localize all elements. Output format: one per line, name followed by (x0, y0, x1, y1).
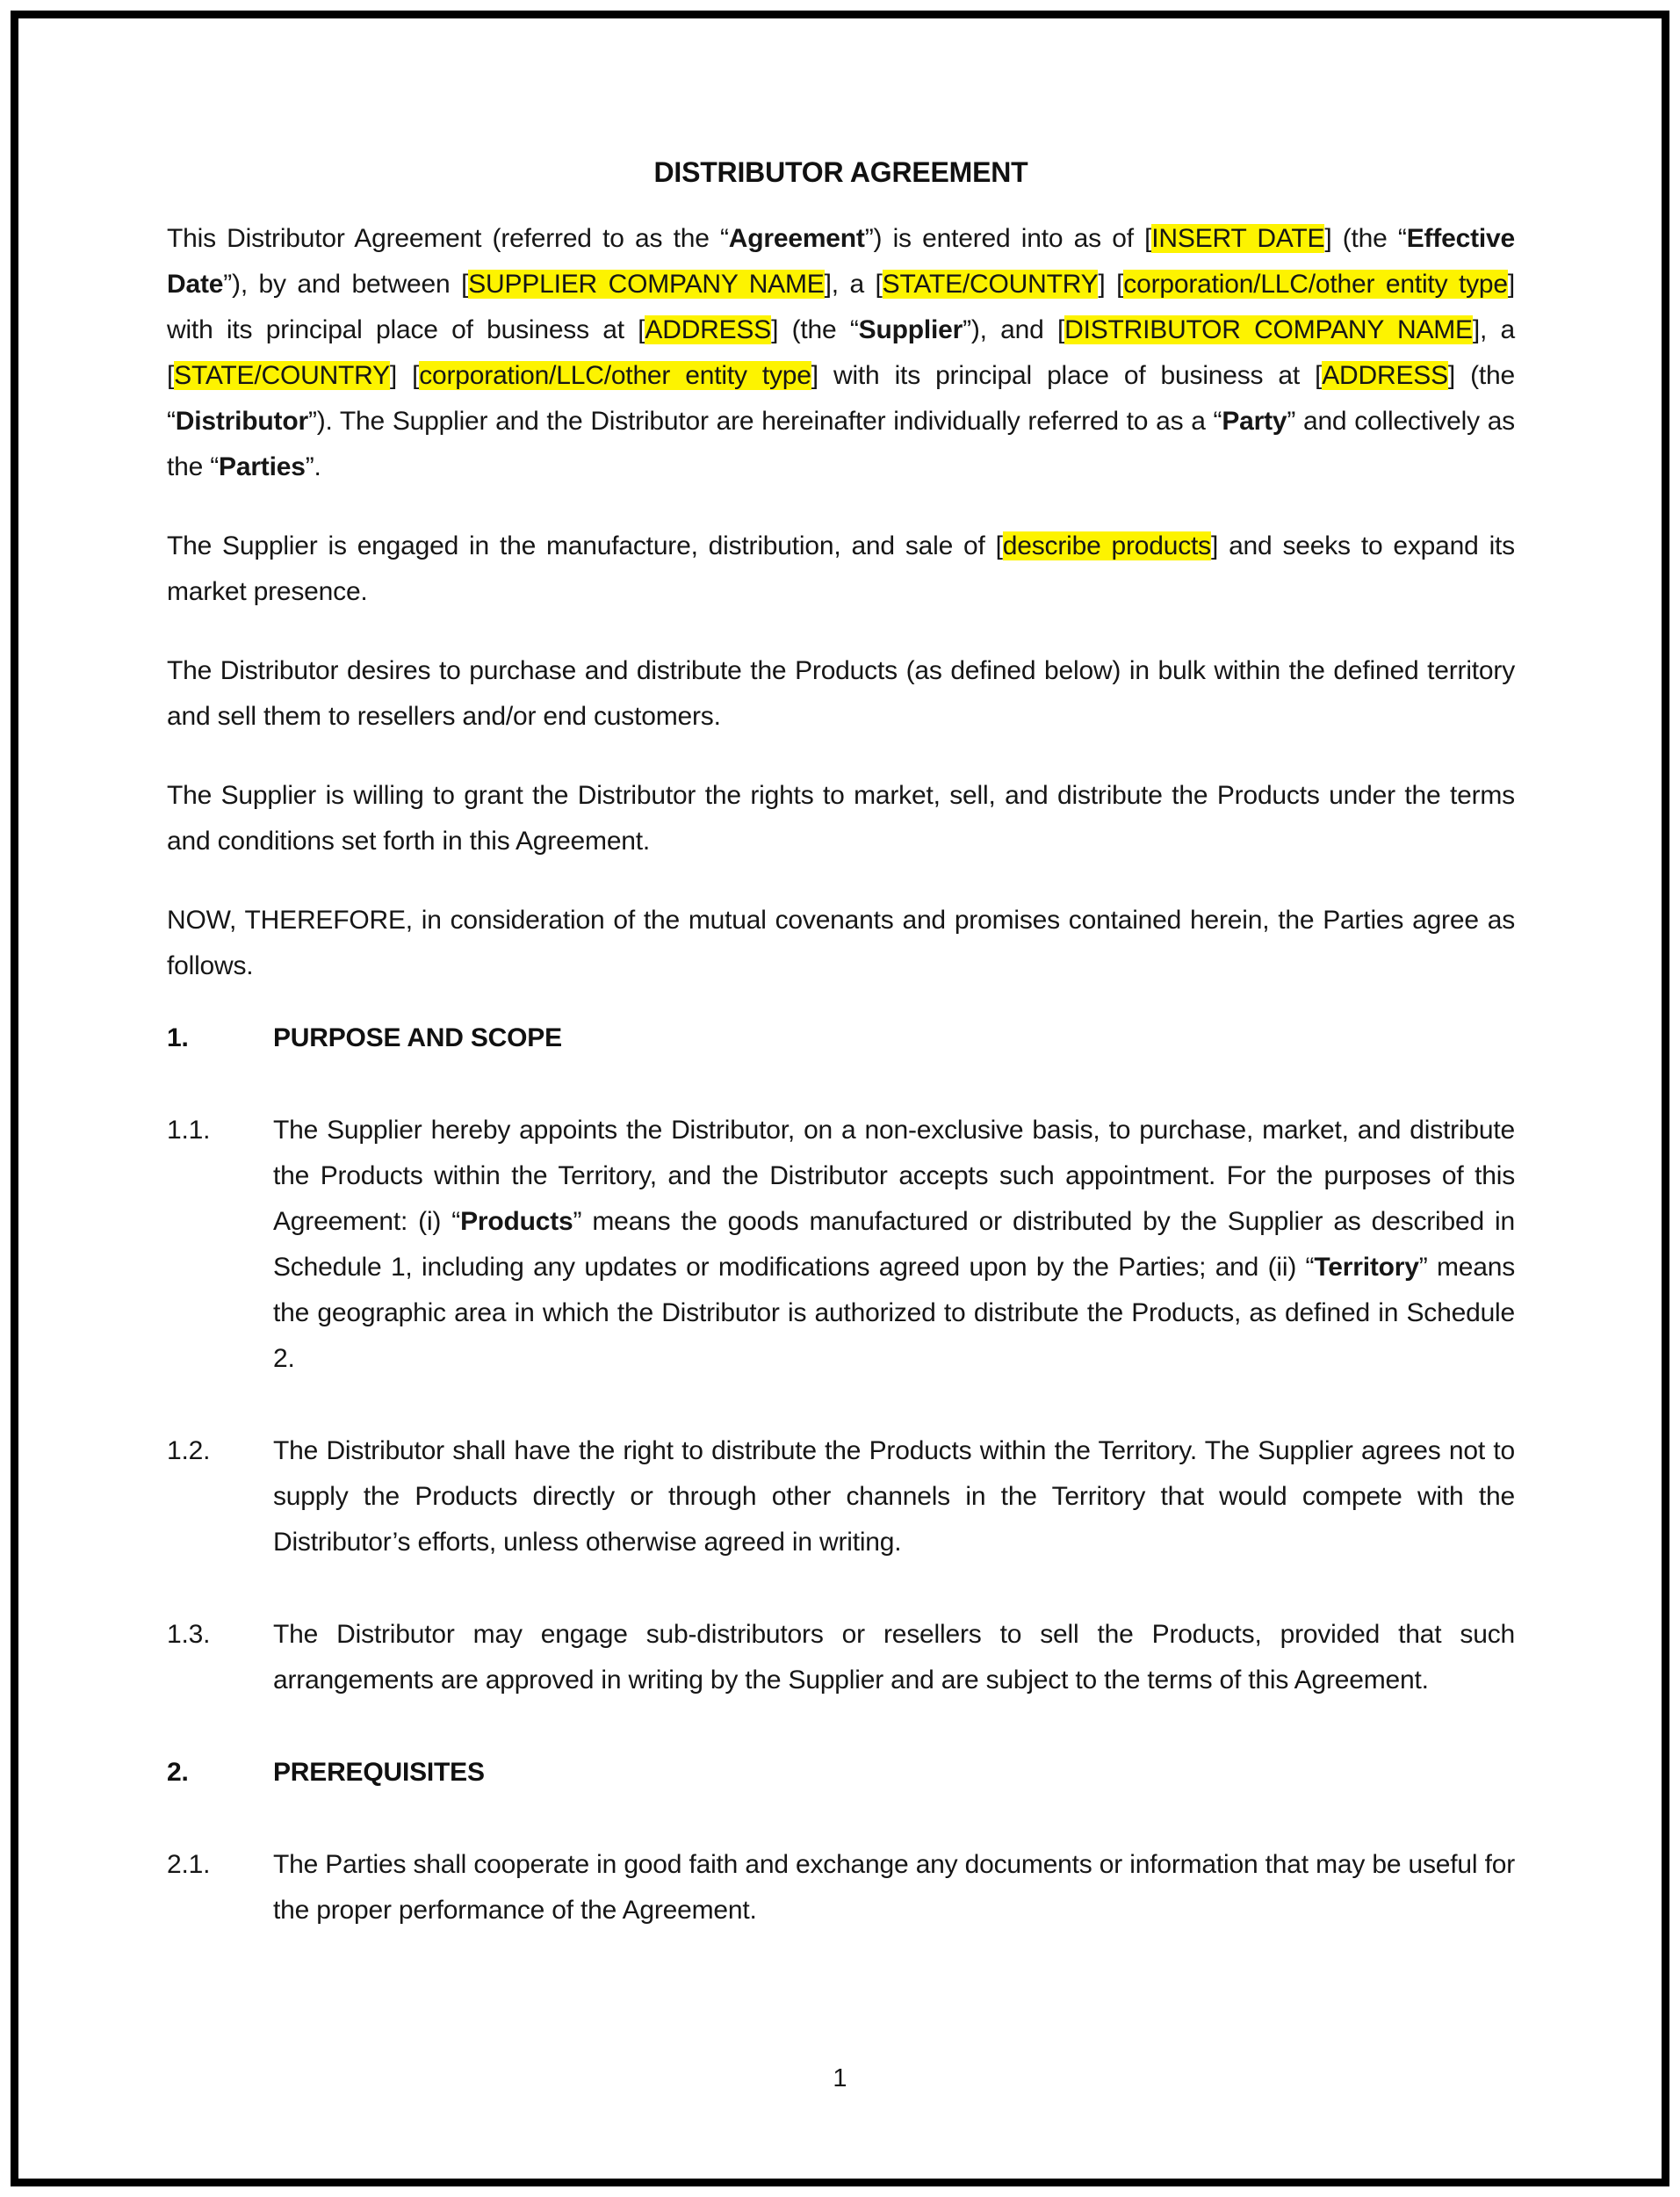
highlighted-placeholder: INSERT DATE (1151, 224, 1325, 253)
document-content (167, 149, 1515, 1980)
page-number: 1 (833, 2064, 847, 2092)
section-heading (167, 1015, 1515, 1061)
paragraph (167, 216, 1515, 490)
numbered-sections (167, 1015, 1515, 1933)
text-run: ”. (305, 452, 321, 481)
clause (167, 1612, 1515, 1703)
highlighted-placeholder: corporation/LLC/other entity type (419, 361, 811, 390)
text-run: ”), by and between [ (223, 270, 469, 299)
clause (167, 1842, 1515, 1933)
text-run: ] [ (389, 361, 420, 390)
document-title: DISTRIBUTOR AGREEMENT (653, 156, 1028, 188)
paragraph (167, 524, 1515, 615)
paragraph (167, 898, 1515, 989)
section-title: PREREQUISITES (273, 1758, 485, 1787)
text-run: The Supplier hereby appoints the Distributor, on a non-exclusive basis, to purchase, market, and distribute the Products within the Territory, and the Distributor accepts such appointment. For the purposes of this Agreement: (i) “ (273, 1116, 1515, 1236)
bold-term: Agreement (728, 224, 865, 253)
text-run: ] (the “ (1324, 224, 1407, 253)
section-number: 2. (167, 1758, 189, 1787)
clause-text (273, 1428, 1515, 1565)
paragraph (167, 773, 1515, 864)
clause-text (273, 1842, 1515, 1933)
clause-number: 2.1. (167, 1850, 211, 1879)
bold-term: Effective Date (167, 224, 1515, 299)
highlighted-placeholder: STATE/COUNTRY (174, 361, 390, 390)
text-run: ” means the geographic area in which the Distributor is authorized to distribute the Products, as defined in Schedule 2. (273, 1253, 1515, 1373)
text-run: ” means the goods manufactured or distributed by the Supplier as described in Schedule 1, including any updates or modifications agreed upon by the Parties; and (ii) “ (273, 1207, 1515, 1282)
text-run: The Distributor may engage sub-distributors or resellers to sell the Products, provided that such arrangements are approved in writing by the Supplier and are subject to the terms of this Agreement. (273, 1620, 1515, 1695)
clause-text (273, 1612, 1515, 1703)
highlighted-placeholder: SUPPLIER COMPANY NAME (468, 270, 825, 299)
highlighted-placeholder: corporation/LLC/other entity type (1123, 270, 1508, 299)
text-run: The Supplier is willing to grant the Distributor the rights to market, sell, and distribute the Products under the terms and conditions set forth in this Agreement. (167, 781, 1515, 856)
section-number: 1. (167, 1023, 189, 1052)
text-run: NOW, THEREFORE, in consideration of the mutual covenants and promises contained herein, the Parties agree as follows. (167, 906, 1515, 980)
text-run: ], a [ (824, 270, 883, 299)
text-run: The Distributor shall have the right to distribute the Products within the Territory. The Supplier agrees not to supply the Products directly or through other channels in the Territory that would compete with the Distributor’s efforts, unless otherwise agreed in writing. (273, 1436, 1515, 1557)
clause-number: 1.2. (167, 1436, 211, 1465)
text-run: ] [ (1098, 270, 1124, 299)
text-run: ] (the “ (167, 361, 1515, 436)
bold-term: Party (1222, 407, 1287, 436)
text-run: This Distributor Agreement (referred to as the “ (167, 224, 729, 253)
clause (167, 1108, 1515, 1382)
clause-number: 1.3. (167, 1620, 211, 1649)
clause-number: 1.1. (167, 1116, 211, 1145)
text-run: ] (the “ (771, 315, 859, 344)
highlighted-placeholder: STATE/COUNTRY (882, 270, 1099, 299)
text-run: ] with its principal place of business at [ (811, 361, 1323, 390)
text-run: ”). The Supplier and the Distributor are hereinafter individually referred to as a “ (307, 407, 1222, 436)
bold-term: Distributor (175, 407, 308, 436)
text-run: ] with its principal place of business at [ (167, 270, 1516, 344)
bold-term: Territory (1314, 1253, 1419, 1282)
text-run: ] and seeks to expand its market presence. (167, 531, 1515, 606)
intro-paragraphs (167, 216, 1515, 989)
text-run: The Distributor desires to purchase and distribute the Products (as defined below) in bulk within the defined territory and sell them to resellers and/or end customers. (167, 656, 1515, 731)
clause (167, 1428, 1515, 1565)
section-heading (167, 1750, 1515, 1796)
highlighted-placeholder: ADDRESS (645, 315, 772, 344)
text-run: The Supplier is engaged in the manufacture, distribution, and sale of [ (167, 531, 1003, 560)
text-run: The Parties shall cooperate in good faith and exchange any documents or information that may be useful for the proper performance of the Agreement. (273, 1850, 1515, 1925)
highlighted-placeholder: DISTRIBUTOR COMPANY NAME (1064, 315, 1473, 344)
bold-term: Supplier (858, 315, 963, 344)
section-title: PURPOSE AND SCOPE (273, 1023, 562, 1052)
clause-text (273, 1108, 1515, 1382)
bold-term: Parties (219, 452, 306, 481)
paragraph (167, 648, 1515, 740)
text-run: ”), and [ (963, 315, 1065, 344)
highlighted-placeholder: describe products (1002, 531, 1211, 560)
highlighted-placeholder: ADDRESS (1322, 361, 1448, 390)
bold-term: Products (460, 1207, 573, 1236)
text-run: ], a [ (167, 315, 1516, 390)
text-run: ”) is entered into as of [ (864, 224, 1152, 253)
text-run: ” and collectively as the “ (167, 407, 1515, 481)
